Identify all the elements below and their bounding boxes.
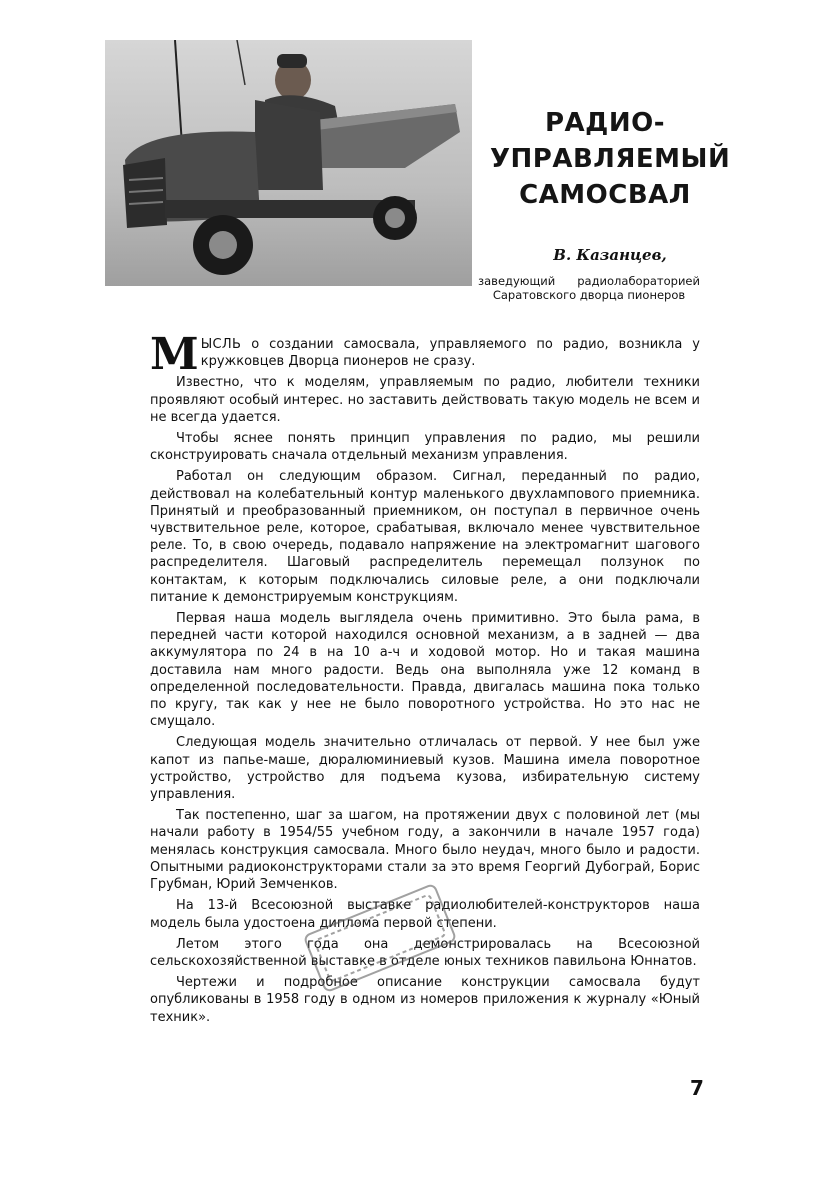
article-body	[150, 329, 700, 1030]
paragraph-2: Известно, что к моделям, управляемым по радио, любители техники проявляют особый интерес. но заставить действовать такую модель не всем и не всегда удается.	[150, 375, 700, 425]
paragraph-10: Чертежи и подробное описание конструкции самосвала будут опубликованы в 1958 году в одном из номеров приложения к журналу «Юный техник».	[150, 975, 700, 1025]
title-line-3: САМОСВАЛ	[519, 180, 691, 210]
paragraph-5: Первая наша модель выглядела очень примитивно. Это была рама, в передней части которой находился основной механизм, а в задней — два аккумулятора по 24 в на 10 а-ч и ходовой мотор. Но и такая машина доставила нам много радости. Ведь она выполняла уже 12 команд в определенной последовательности. Правда, двигалась машина пока только по кругу, так как у нее не было поворотного устройства. Но это нас не смущало.	[150, 611, 700, 730]
article-photo	[105, 40, 472, 286]
paragraph-9: Летом этого года она демонстрировалась на Всесоюзной сельскохозяйственной выставке в отделе юных техников павильона Юннатов.	[150, 936, 700, 969]
page-number: 7	[690, 1076, 704, 1100]
drop-cap: М	[150, 329, 199, 380]
author-affiliation: заведующий радиолабораторией Саратовского дворца пионеров	[478, 274, 700, 302]
title-line-2: УПРАВЛЯЕМЫЙ	[490, 144, 731, 174]
paragraph-text: о создании самосвала, управляемого по радио, возникла у кружковцев Дворца пионеров не сразу.	[200, 337, 700, 370]
paragraph-4: Работал он следующим образом. Сигнал, переданный по радио, действовал на колебательный контур маленького двухлампового приемника. Принятый и преобразованный приемником, он поступал в первичное очень чувствительное реле, которое, срабатывая, включало менее чувствительное реле. То, в свою очередь, подавало напряжение на электромагнит шагового распределителя. Шаговый распределитель перемещал ползунок по контактам, к которым подключались силовые реле, а они подключали питание к демонстрируемым конструкциям.	[150, 469, 700, 605]
paragraph-8: На 13-й Всесоюзной выставке радиолюбителей-конструкторов наша модель была удостоена диплома первой степени.	[150, 898, 700, 931]
lead-word: ЫСЛЬ	[200, 337, 242, 352]
paragraph-3: Чтобы яснее понять принцип управления по радио, мы решили сконструировать сначала отдельный механизм управления.	[150, 431, 700, 464]
title-line-1: РАДИО-	[545, 108, 665, 138]
article-title	[490, 105, 731, 213]
paragraph-7: Так постепенно, шаг за шагом, на протяжении двух с половиной лет (мы начали работу в 1954/55 учебном году, а закончили в начале 1957 года) менялась конструкция самосвала. Много было неудач, много было и радости. Опытными радиоконструкторами стали за это время Георгий Дубограй, Борис Грубман, Юрий Земченков.	[150, 808, 700, 893]
paragraph-1	[150, 329, 700, 380]
paragraph-6: Следующая модель значительно отличалась от первой. У нее был уже капот из папье-маше, дюралюминиевый кузов. Машина имела поворотное устройство, устройство для подъема кузова, избирательную систему управления.	[150, 735, 700, 803]
author-name: В. Казанцев,	[553, 246, 667, 264]
